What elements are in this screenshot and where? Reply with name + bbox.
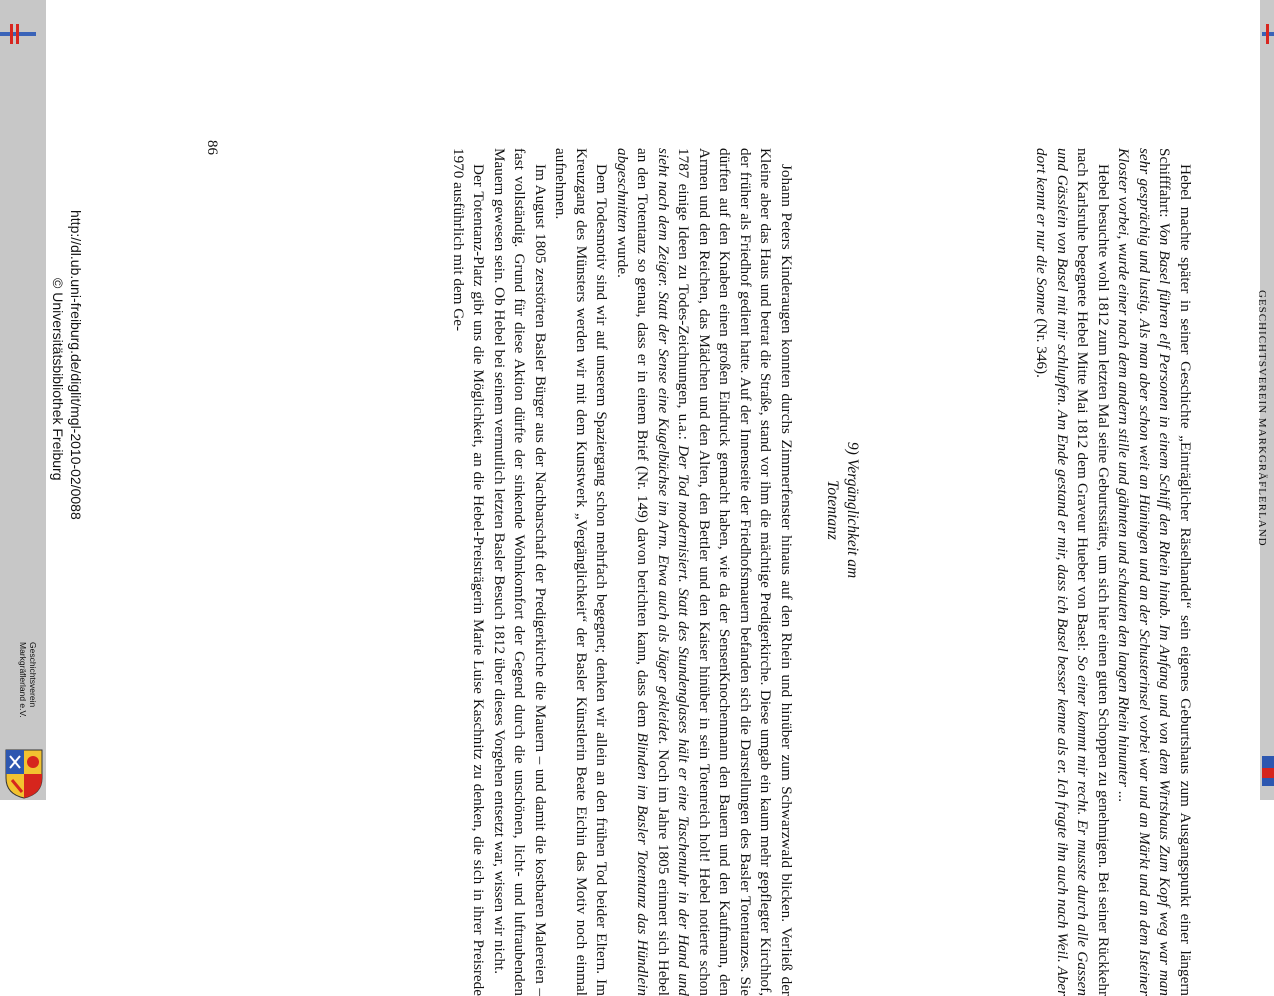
source-url: http://dl.ub.uni-freiburg.de/diglit/mgl-2010-02/0088 bbox=[68, 210, 84, 520]
copyright-line: © Universitätsbibliothek Freiburg bbox=[50, 278, 66, 481]
body-text-lower: Johann Peters Kinderaugen konnten durchs Zimmerfenster hinaus auf den Rhein und hinüber zum Schwarzwald blicken. Verließ der Kleine aber das Haus und betrat die Straße, stand vor ihm die mächtige Predigerkirche. Diese umgab ein kaum mehr gepflegter Kirchhof, der früher als Friedhof gedient hatte. Auf der Innenseite der Friedhofsmauern befanden sich die Darstellungen des Basler Totentanzes. Sie dürften auf den Knaben einen großen Eindruck gemacht haben, wie da der SensenKnochenmann den Bauern und den Kaufmann, den Armen und den Reichen, das Mädchen und den Alten, den Bettler und den Kaiser hinüber in sein Totenreich holt! Hebel notierte schon 1787 einige Ideen zu Todes-Zeichnungen, u.a.: Der Tod modernisiert. Statt des Stundenglases hält er eine Taschenuhr in der Hand und sieht nach dem Zeiger. Statt der Sense eine Kugelbüchse im Arm. Etwa auch als Jäger gekleidet. Noch im Jahre 1805 erinnert sich Hebel an den Totentanz so genau, dass er in einem Brief (Nr. 149) davon berichten kann, dass dem Blinden im Basler Totentanz das Hündlein abgeschnitten wurde. Dem Todesmotiv sind wir auf unserem Spaziergang schon mehrfach begegnet; denken wir allein an den frühen Tod beider Eltern. Im Kreuzgang des Münsters werden wir mit dem Kunstwerk „Vergänglichkeit“ der Basler Künstlerin Beate Eichin das Motiv noch einmal aufnehmen. Im August 1805 zerstörten Basler Bürger aus der Nachbarschaft der Predigerkirche die Mauern – und damit die kostbaren Malereien – fast vollständig. Grund für diese Aktion dürfte der sinkende Wohnkomfort der Gegend durch die unschönen, licht- und luftraubenden Mauern gewesen sein. Ob Hebel bei seinem vermutlich letzten Basler Besuch 1812 über dieses Vorgehen entsetzt war, wissen wir nicht. Der Totentanz-Platz gibt uns die Möglichkeit, an die Hebel-Preisträgerin Marie Luise Kaschnitz zu denken, die sich in ihrer Preisrede 1970 ausführlich mit dem Ge- bbox=[450, 148, 795, 996]
page-number: 86 bbox=[204, 140, 220, 155]
body-text-upper: Hebel machte später in seiner Geschichte „Einträglicher Räselhandel“ sein eigenes Geburtshaus zum Ausgangspunkt einer längern Schifffahrt: Von Basel führen elf Personen in einem Schiff den Rhein hinab. Im Anfang und von dem Wirtshaus Zum Kopf weg war man sehr gesprächig und lustig. Als man aber schon weit an Hüningen und an der Schusterinsel vorbei war und an Märkt und an dem Isteiner Kloster vorbei, wurde einer nach dem andern stille und gähnten und schauten den langen Rhein hinunter ... Hebel besuchte wohl 1812 zum letzten Mal seine Geburtsstätte, um sich hier einen guten Schoppen zu genehmigen. Bei seiner Rückkehr nach Karlsruhe begegnete Hebel Mitte Mai 1812 dem Graveur Hueber von Basel: So einer kommt mir recht. Er musste durch alle Gassen und Gässlein von Basel mit mir schlupfen. Am Ende gestand er mir, dass ich Basel besser kenne als er. Ich fragte ihn auch nach Weil. Aber dort kennt er nur die Sonne (Nr. 346). bbox=[1033, 148, 1194, 996]
coat-of-arms-icon bbox=[4, 748, 44, 800]
society-label: Geschichtsverein Markgräflerland e.V. bbox=[18, 642, 38, 718]
document-page bbox=[18, 0, 1268, 996]
section-title: 9) Vergänglichkeit am Totentanz bbox=[824, 441, 861, 579]
coat-of-arms-icon bbox=[1262, 756, 1274, 786]
running-header: GESCHICHTSVEREIN MARKGRÄFLERLAND bbox=[1256, 290, 1268, 547]
